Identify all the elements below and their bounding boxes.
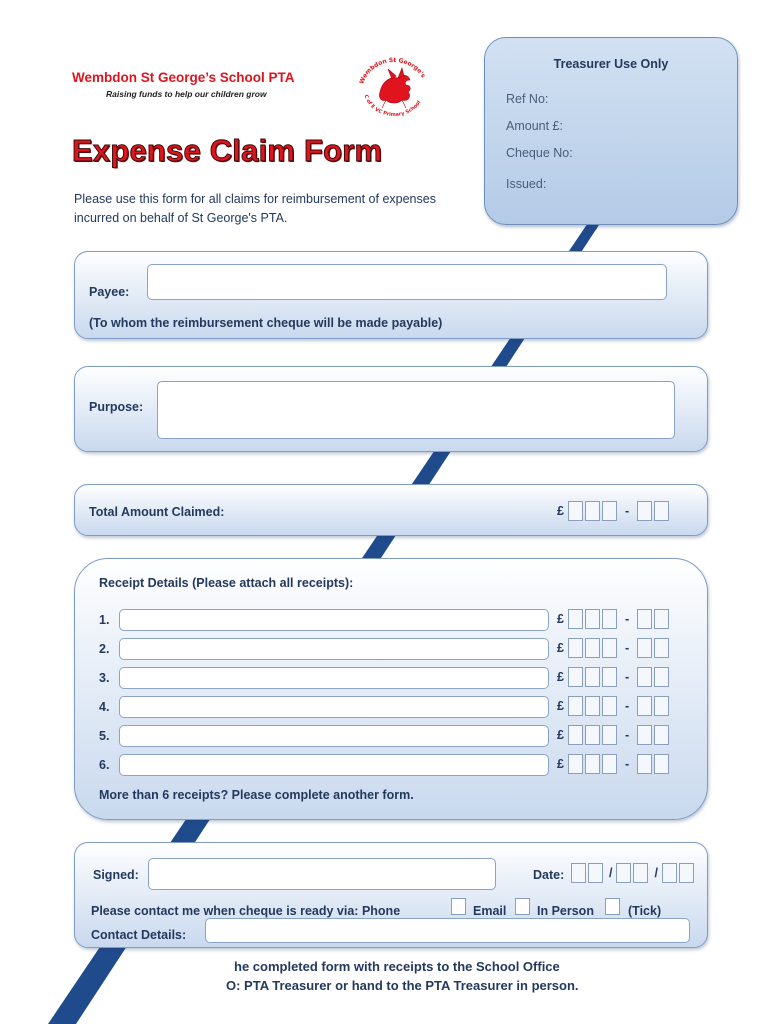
pound-sign: £ — [557, 670, 564, 684]
receipt-amount-boxes — [557, 609, 671, 629]
receipt-number: 3. — [99, 671, 110, 685]
dragon-icon — [379, 68, 410, 108]
email-option-label: Email — [473, 904, 507, 918]
signed-label: Signed: — [93, 868, 139, 882]
pound-sign: £ — [557, 612, 564, 626]
receipt-number: 1. — [99, 613, 110, 627]
signature-input[interactable] — [148, 858, 496, 890]
pounds-digit-box[interactable] — [602, 754, 617, 774]
receipt-amount-boxes — [557, 667, 671, 687]
pounds-digit-box[interactable] — [602, 609, 617, 629]
amount-separator: - — [624, 641, 630, 655]
pence-digit-box[interactable] — [637, 609, 652, 629]
footer-instructions — [226, 957, 579, 995]
school-header — [72, 70, 295, 99]
payee-label: Payee: — [89, 285, 130, 299]
receipt-number: 2. — [99, 642, 110, 656]
pounds-digit-box[interactable] — [568, 501, 583, 521]
date-year-box[interactable] — [662, 863, 677, 883]
pence-digit-box[interactable] — [654, 725, 669, 745]
date-month-box[interactable] — [633, 863, 648, 883]
pounds-digit-box[interactable] — [568, 725, 583, 745]
in-person-option-label: In Person — [537, 904, 594, 918]
issued-label: Issued: — [506, 177, 547, 191]
pounds-digit-box[interactable] — [585, 696, 600, 716]
email-tick-box[interactable] — [515, 898, 530, 915]
org-tagline: Raising funds to help our children grow — [106, 89, 267, 99]
pence-digit-box[interactable] — [637, 754, 652, 774]
receipt-number: 4. — [99, 700, 110, 714]
pounds-digit-box[interactable] — [585, 501, 600, 521]
date-year-box[interactable] — [679, 863, 694, 883]
amount-separator: - — [624, 757, 630, 771]
amount-separator: - — [624, 670, 630, 684]
pound-sign: £ — [557, 641, 564, 655]
total-amount-boxes — [557, 501, 671, 521]
payee-input[interactable] — [147, 264, 667, 300]
pound-sign: £ — [557, 728, 564, 742]
amount-separator: - — [624, 699, 630, 713]
pounds-digit-box[interactable] — [602, 501, 617, 521]
pounds-digit-box[interactable] — [568, 609, 583, 629]
receipt-number: 6. — [99, 758, 110, 772]
date-separator: / — [609, 866, 613, 880]
pounds-digit-box[interactable] — [585, 754, 600, 774]
pence-digit-box[interactable] — [637, 667, 652, 687]
pence-digit-box[interactable] — [654, 501, 669, 521]
ref-no-label: Ref No: — [506, 92, 549, 106]
treasurer-title: Treasurer Use Only — [553, 57, 669, 71]
signature-contact-panel — [74, 842, 708, 948]
date-month-box[interactable] — [616, 863, 631, 883]
date-day-box[interactable] — [588, 863, 603, 883]
pounds-digit-box[interactable] — [585, 725, 600, 745]
form-title: Expense Claim Form — [72, 133, 383, 168]
receipt-amount-boxes — [557, 725, 671, 745]
pence-digit-box[interactable] — [654, 667, 669, 687]
pounds-digit-box[interactable] — [602, 638, 617, 658]
date-boxes — [571, 863, 696, 883]
pounds-digit-box[interactable] — [585, 667, 600, 687]
crest-text-top: Wembdon St George's — [358, 56, 427, 86]
intro-text: Please use this form for all claims for reimbursement of expenses incurred on behalf of St George's PTA. — [74, 192, 436, 225]
receipt-amount-boxes — [557, 638, 671, 658]
tick-instruction: (Tick) — [628, 904, 662, 918]
purpose-input[interactable] — [157, 381, 675, 439]
pounds-digit-box[interactable] — [568, 696, 583, 716]
amount-label: Amount £: — [506, 119, 563, 133]
date-label: Date: — [533, 868, 565, 882]
receipt-amount-boxes — [557, 754, 671, 774]
pounds-digit-box[interactable] — [602, 725, 617, 745]
receipt-description-input[interactable] — [119, 754, 549, 776]
pound-sign: £ — [557, 699, 564, 713]
footer-line-1: he completed form with receipts to the School Office — [234, 959, 560, 974]
total-amount-panel — [74, 484, 708, 536]
purpose-panel — [74, 366, 708, 452]
cheque-no-label: Cheque No: — [506, 146, 573, 160]
pounds-digit-box[interactable] — [585, 638, 600, 658]
pence-digit-box[interactable] — [637, 725, 652, 745]
contact-details-label: Contact Details: — [91, 928, 187, 942]
pence-digit-box[interactable] — [654, 609, 669, 629]
amount-separator: - — [624, 612, 630, 626]
receipt-description-input[interactable] — [119, 725, 549, 747]
receipt-description-input[interactable] — [119, 609, 549, 631]
in-person-tick-box[interactable] — [605, 898, 620, 915]
pounds-digit-box[interactable] — [602, 667, 617, 687]
receipt-description-input[interactable] — [119, 696, 549, 718]
pound-sign: £ — [557, 504, 564, 518]
pence-digit-box[interactable] — [654, 696, 669, 716]
pounds-digit-box[interactable] — [568, 754, 583, 774]
pence-digit-box[interactable] — [637, 638, 652, 658]
receipts-overflow-note: More than 6 receipts? Please complete another form. — [99, 788, 414, 802]
pence-digit-box[interactable] — [637, 501, 652, 521]
receipt-amount-boxes — [557, 696, 671, 716]
phone-tick-box[interactable] — [451, 898, 466, 915]
treasurer-use-only-panel — [484, 37, 738, 225]
pounds-digit-box[interactable] — [568, 638, 583, 658]
amount-separator: - — [624, 504, 630, 518]
pence-digit-box[interactable] — [654, 638, 669, 658]
receipt-details-panel — [74, 558, 708, 820]
amount-separator: - — [624, 728, 630, 742]
footer-line-2: O: PTA Treasurer or hand to the PTA Treasurer in person. — [226, 978, 579, 993]
receipt-number: 5. — [99, 729, 110, 743]
total-amount-label: Total Amount Claimed: — [89, 505, 225, 519]
pence-digit-box[interactable] — [654, 754, 669, 774]
org-name: Wembdon St George’s School PTA — [72, 70, 295, 85]
crest-text-bottom: C of E VC Primary School — [362, 93, 423, 118]
school-crest-logo — [352, 52, 436, 118]
receipt-description-input[interactable] — [119, 638, 549, 660]
pence-digit-box[interactable] — [637, 696, 652, 716]
contact-details-input[interactable] — [205, 918, 690, 943]
payee-panel — [74, 251, 708, 339]
date-separator: / — [654, 866, 658, 880]
purpose-label: Purpose: — [89, 400, 144, 414]
receipt-details-heading: Receipt Details (Please attach all receipts): — [99, 576, 354, 590]
payee-note: (To whom the reimbursement cheque will be made payable) — [89, 316, 443, 330]
pounds-digit-box[interactable] — [568, 667, 583, 687]
pounds-digit-box[interactable] — [602, 696, 617, 716]
receipt-description-input[interactable] — [119, 667, 549, 689]
contact-prompt: Please contact me when cheque is ready via: Phone — [91, 904, 401, 918]
pounds-digit-box[interactable] — [585, 609, 600, 629]
date-day-box[interactable] — [571, 863, 586, 883]
pound-sign: £ — [557, 757, 564, 771]
